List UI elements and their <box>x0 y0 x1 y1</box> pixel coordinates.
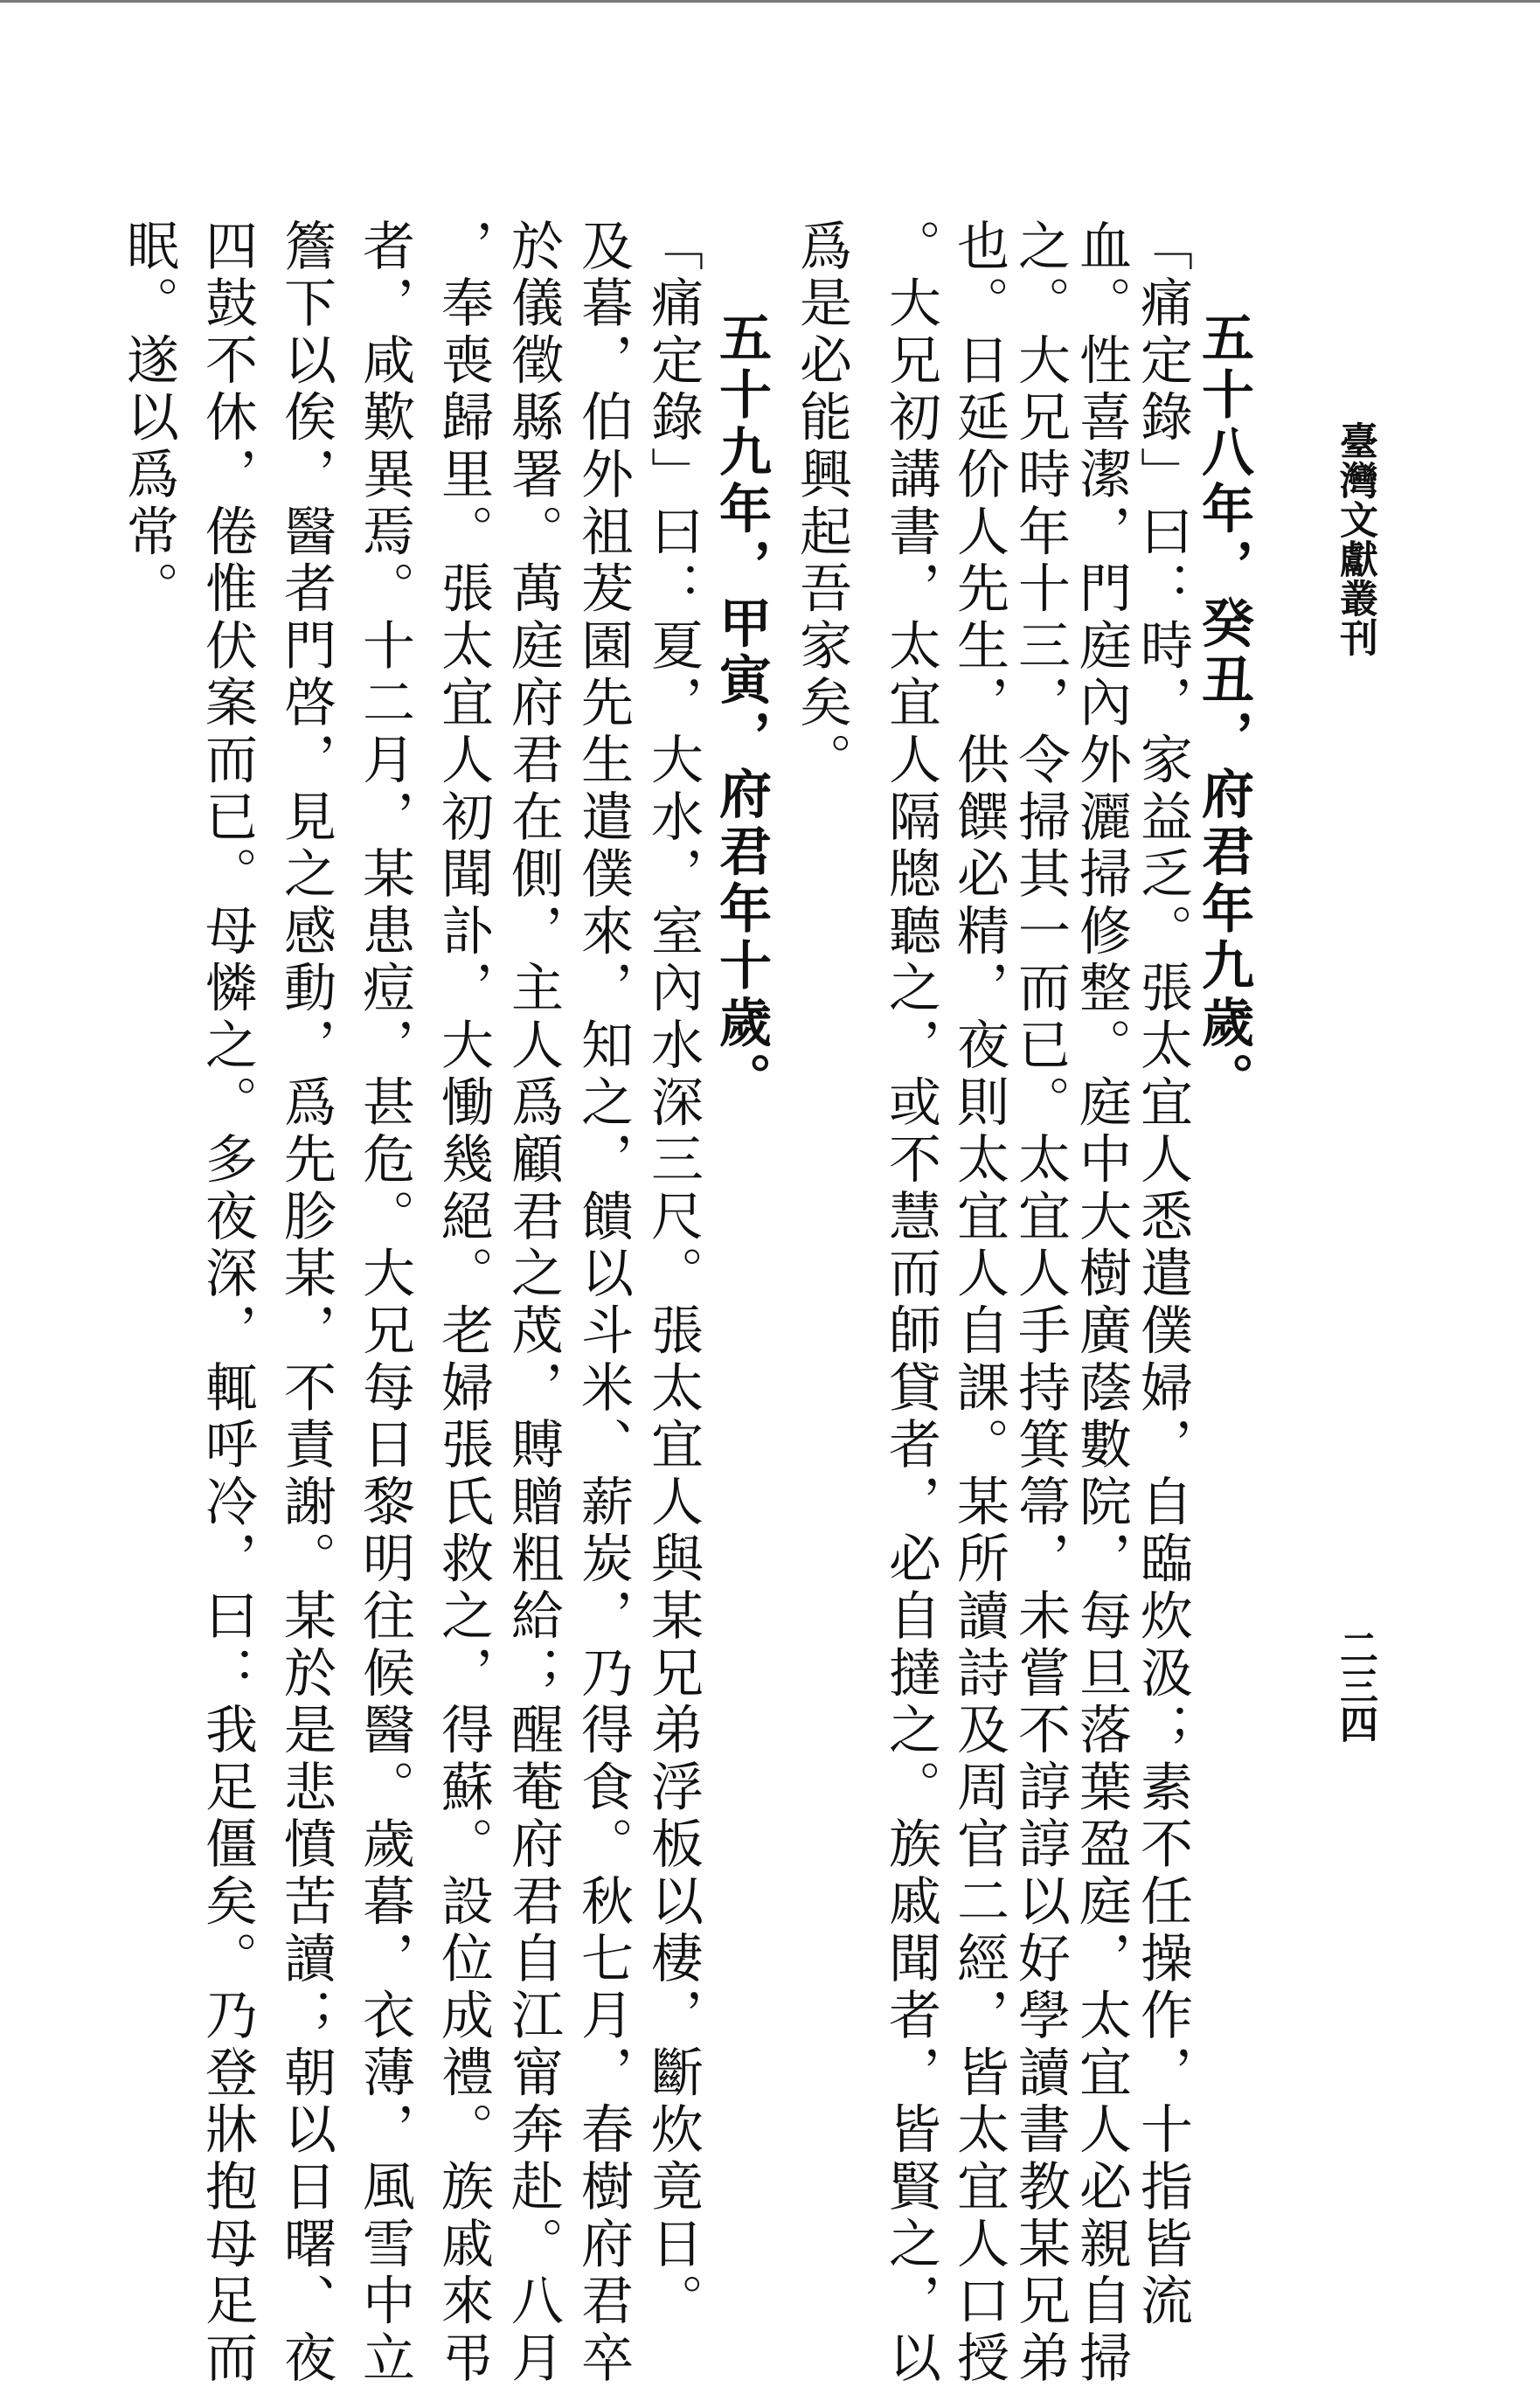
heading-year-58: 五十八年，癸丑，府君年九歲。 <box>1193 310 1254 1110</box>
text-column-12: 者，咸歎異焉。十二月，某患痘，甚危。大兄每日黎明往候醫。歲暮，衣薄，風雪中立 <box>354 219 415 2387</box>
text-column-10: 於儀徵縣署。萬庭府君在側，主人爲顧君之荗，賻贈粗給；醒菴府君自江甯奔赴。八月 <box>503 219 564 2387</box>
text-column-1: 「痛定錄」曰：時，家益乏。張太宜人悉遣僕婦，自臨炊汲；素不任操作，十指皆流 <box>1132 219 1193 2331</box>
text-column-9: 及暮，伯外祖茇園先生遣僕來，知之，饋以斗米、薪炭，乃得食。秋七月，春樹府君卒 <box>572 219 634 2387</box>
text-column-5: 。大兄初講書，太宜人隔牕聽之，或不慧而師貸者，必自撻之。族戚聞者，皆賢之，以 <box>880 219 941 2387</box>
text-column-2: 血。性喜潔，門庭內外灑掃修整。庭中大樹廣蔭數院，每旦落葉盈庭，太宜人必親自掃 <box>1071 219 1132 2387</box>
text-column-13: 簷下以俟，醫者門啓，見之感動，爲先胗某，不責謝。某於是悲憤苦讀；朝以日曙、夜 <box>275 219 336 2387</box>
text-column-4: 也。日延价人先生，供饌必精，夜則太宜人自課。某所讀詩及周官二經，皆太宜人口授 <box>948 219 1009 2387</box>
text-column-6: 爲是必能興起吾家矣。 <box>791 219 852 789</box>
text-column-11: ，奉喪歸里。張太宜人初聞訃，大慟幾絕。老婦張氏救之，得蘇。設位成禮。族戚來弔 <box>433 219 494 2387</box>
text-column-8: 「痛定錄」曰：夏，大水，室內水深三尺。張太宜人與某兄弟浮板以棲，斷炊竟日。 <box>642 219 704 2331</box>
page-number: 二三四 <box>1333 1627 1377 1743</box>
text-column-14: 四鼓不休，倦惟伏案而已。母憐之。多夜深，輒呼冷，曰：我足僵矣。乃登牀抱母足而 <box>197 219 258 2387</box>
text-column-15: 眠。遂以爲常。 <box>118 219 179 619</box>
running-header-title: 臺灣文獻叢刊 <box>1333 421 1377 657</box>
heading-year-59: 五十九年，甲寅，府君年十歲。 <box>711 310 772 1110</box>
top-border-line <box>0 0 1540 3</box>
text-column-3: 之。大兄時年十三，令掃其一而已。太宜人手持箕箒，未嘗不諄諄以好學讀書教某兄弟 <box>1009 219 1071 2387</box>
